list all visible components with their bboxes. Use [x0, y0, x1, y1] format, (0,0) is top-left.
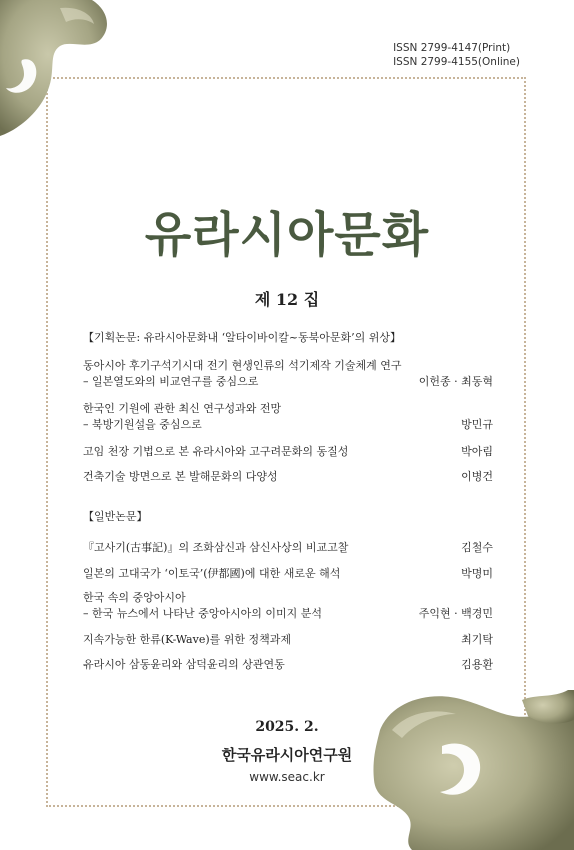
toc-entry — [83, 444, 493, 460]
toc-entry-title: 유라시아 삼동윤리와 삼덕윤리의 상관연동 — [83, 658, 285, 671]
toc-entry-title: 동아시아 후기구석기시대 전기 현생인류의 석기제작 기술체계 연구 — [83, 359, 402, 372]
issn-block — [393, 41, 520, 69]
toc-entry-title: 건축기술 방면으로 본 발해문화의 다양성 — [83, 470, 278, 483]
toc-entry — [83, 657, 493, 673]
volume-number: 제 12 집 — [254, 290, 320, 309]
toc-entry-author: 김철수 — [461, 541, 493, 554]
toc-entry-title: 한국인 기원에 관한 최신 연구성과와 전망 — [83, 402, 282, 415]
toc-entry-title: 일본의 고대국가 ‘이토국’(伊都國)에 대한 새로운 해석 — [83, 567, 341, 580]
toc-entry — [83, 469, 493, 485]
toc-entry — [83, 358, 493, 390]
journal-title: 유라시아문화 — [144, 207, 430, 263]
publication-date: 2025. 2. — [255, 719, 319, 735]
toc-entry-subtitle: – 북방기원설을 중심으로 — [83, 418, 202, 431]
toc-entry-author: 최기탁 — [461, 633, 493, 646]
toc-entry — [83, 632, 493, 648]
special-section-heading: 【기획논문: 유라시아문화내 ‘알타이바이칼~동북아문화’의 위상】 — [83, 331, 402, 344]
issn-online: ISSN 2799-4155(Online) — [393, 56, 520, 68]
toc-entry-title: 한국 속의 중앙아시아 — [83, 591, 186, 604]
toc-entry-author: 이병건 — [461, 470, 493, 483]
toc-entry — [83, 566, 493, 582]
issn-print: ISSN 2799-4147(Print) — [393, 42, 511, 54]
toc-entry-author: 박명미 — [461, 567, 493, 580]
jade-ornament-top-left — [0, 0, 120, 140]
toc-entry-title: 지속가능한 한류(K-Wave)를 위한 정책과제 — [83, 633, 292, 646]
toc-entry — [83, 540, 493, 556]
toc-entry — [83, 590, 493, 622]
toc-entry-author: 방민규 — [461, 418, 493, 431]
toc-entry-author: 주익현 · 백경민 — [418, 607, 493, 620]
publisher-name: 한국유라시아연구원 — [221, 746, 353, 764]
toc-entry-title: 고임 천장 기법으로 본 유라시아와 고구려문화의 동질성 — [83, 445, 349, 458]
toc-entry-subtitle: – 일본열도와의 비교연구를 중심으로 — [83, 375, 259, 388]
toc-entry-author: 박아림 — [461, 445, 493, 458]
general-section-heading: 【일반논문】 — [83, 510, 148, 523]
toc-entry-author: 이헌종 · 최동혁 — [418, 375, 493, 388]
toc-entry-title: 『고사기(古事記)』의 조화삼신과 삼신사상의 비교고찰 — [83, 541, 349, 554]
toc-entry — [83, 401, 493, 433]
website-url: www.seac.kr — [249, 770, 325, 784]
toc-entry-author: 김용환 — [461, 658, 493, 671]
toc-entry-subtitle: – 한국 뉴스에서 나타난 중앙아시아의 이미지 분석 — [83, 607, 322, 620]
